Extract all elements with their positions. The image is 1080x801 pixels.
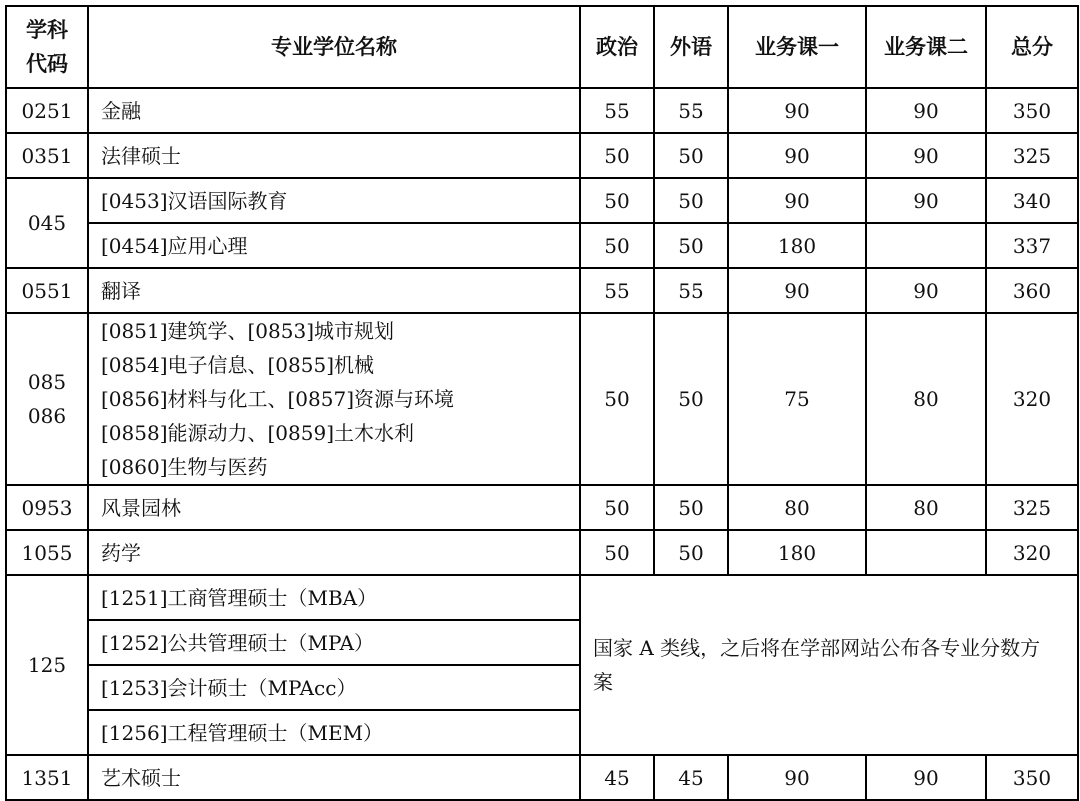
table-row bbox=[6, 530, 1078, 575]
header-language: 外语 bbox=[654, 6, 728, 88]
header-politics: 政治 bbox=[580, 6, 654, 88]
course2-cell bbox=[866, 530, 986, 575]
course2-cell: 90 bbox=[866, 88, 986, 133]
politics-cell: 50 bbox=[580, 485, 654, 530]
language-cell: 50 bbox=[654, 133, 728, 178]
code-cell: 0251 bbox=[6, 88, 88, 133]
politics-cell: 50 bbox=[580, 223, 654, 268]
course1-cell: 75 bbox=[728, 313, 866, 485]
course1-cell: 180 bbox=[728, 530, 866, 575]
language-cell: 45 bbox=[654, 755, 728, 800]
politics-cell: 50 bbox=[580, 178, 654, 223]
language-cell: 50 bbox=[654, 178, 728, 223]
name-cell: [1256]工程管理硕士（MEM） bbox=[88, 710, 580, 755]
name-cell: [1252]公共管理硕士（MPA） bbox=[88, 620, 580, 665]
name-cell: 法律硕士 bbox=[88, 133, 580, 178]
table-row bbox=[6, 755, 1078, 800]
politics-cell: 55 bbox=[580, 88, 654, 133]
table-row bbox=[6, 313, 1078, 485]
table-row bbox=[6, 223, 1078, 268]
course1-cell: 180 bbox=[728, 223, 866, 268]
name-cell: [1253]会计硕士（MPAcc） bbox=[88, 665, 580, 710]
total-cell: 320 bbox=[986, 313, 1078, 485]
table-row bbox=[6, 133, 1078, 178]
table-row bbox=[6, 178, 1078, 223]
course2-cell: 90 bbox=[866, 755, 986, 800]
table-row bbox=[6, 268, 1078, 313]
name-cell: [0851]建筑学、[0853]城市规划 [0854]电子信息、[0855]机械 [0856]材料与化工、[0857]资源与环境 [0858]能源动力、[0859]土木水利 [0860]生物与医药 bbox=[88, 313, 580, 485]
politics-cell: 55 bbox=[580, 268, 654, 313]
course2-cell: 90 bbox=[866, 133, 986, 178]
table-row bbox=[6, 575, 1078, 620]
total-cell: 350 bbox=[986, 88, 1078, 133]
name-cell: [0453]汉语国际教育 bbox=[88, 178, 580, 223]
language-cell: 50 bbox=[654, 485, 728, 530]
politics-cell: 50 bbox=[580, 133, 654, 178]
language-cell: 50 bbox=[654, 530, 728, 575]
score-table bbox=[5, 5, 1079, 801]
total-cell: 325 bbox=[986, 485, 1078, 530]
total-cell: 320 bbox=[986, 530, 1078, 575]
course2-cell: 80 bbox=[866, 313, 986, 485]
name-cell: [1251]工商管理硕士（MBA） bbox=[88, 575, 580, 620]
note-cell: 国家 A 类线，之后将在学部网站公布各专业分数方案 bbox=[580, 575, 1078, 755]
header-course2: 业务课二 bbox=[866, 6, 986, 88]
course2-cell: 80 bbox=[866, 485, 986, 530]
name-cell: 翻译 bbox=[88, 268, 580, 313]
language-cell: 50 bbox=[654, 313, 728, 485]
header-row bbox=[6, 6, 1078, 88]
course2-cell: 90 bbox=[866, 178, 986, 223]
table-row bbox=[6, 485, 1078, 530]
name-cell: 风景园林 bbox=[88, 485, 580, 530]
code-cell: 0953 bbox=[6, 485, 88, 530]
course1-cell: 90 bbox=[728, 88, 866, 133]
course1-cell: 90 bbox=[728, 268, 866, 313]
header-course1: 业务课一 bbox=[728, 6, 866, 88]
code-cell: 045 bbox=[6, 178, 88, 268]
course1-cell: 80 bbox=[728, 485, 866, 530]
code-cell: 085 086 bbox=[6, 313, 88, 485]
course2-cell: 90 bbox=[866, 268, 986, 313]
language-cell: 55 bbox=[654, 268, 728, 313]
politics-cell: 45 bbox=[580, 755, 654, 800]
table-row bbox=[6, 88, 1078, 133]
total-cell: 340 bbox=[986, 178, 1078, 223]
header-code: 学科 代码 bbox=[6, 6, 88, 88]
politics-cell: 50 bbox=[580, 313, 654, 485]
course1-cell: 90 bbox=[728, 178, 866, 223]
name-cell: 艺术硕士 bbox=[88, 755, 580, 800]
language-cell: 55 bbox=[654, 88, 728, 133]
code-cell: 1351 bbox=[6, 755, 88, 800]
total-cell: 350 bbox=[986, 755, 1078, 800]
code-cell: 125 bbox=[6, 575, 88, 755]
total-cell: 360 bbox=[986, 268, 1078, 313]
name-cell: 药学 bbox=[88, 530, 580, 575]
code-cell: 0551 bbox=[6, 268, 88, 313]
language-cell: 50 bbox=[654, 223, 728, 268]
header-name: 专业学位名称 bbox=[88, 6, 580, 88]
course1-cell: 90 bbox=[728, 133, 866, 178]
course2-cell bbox=[866, 223, 986, 268]
name-cell: [0454]应用心理 bbox=[88, 223, 580, 268]
total-cell: 325 bbox=[986, 133, 1078, 178]
header-total: 总分 bbox=[986, 6, 1078, 88]
politics-cell: 50 bbox=[580, 530, 654, 575]
code-cell: 1055 bbox=[6, 530, 88, 575]
total-cell: 337 bbox=[986, 223, 1078, 268]
name-cell: 金融 bbox=[88, 88, 580, 133]
course1-cell: 90 bbox=[728, 755, 866, 800]
code-cell: 0351 bbox=[6, 133, 88, 178]
